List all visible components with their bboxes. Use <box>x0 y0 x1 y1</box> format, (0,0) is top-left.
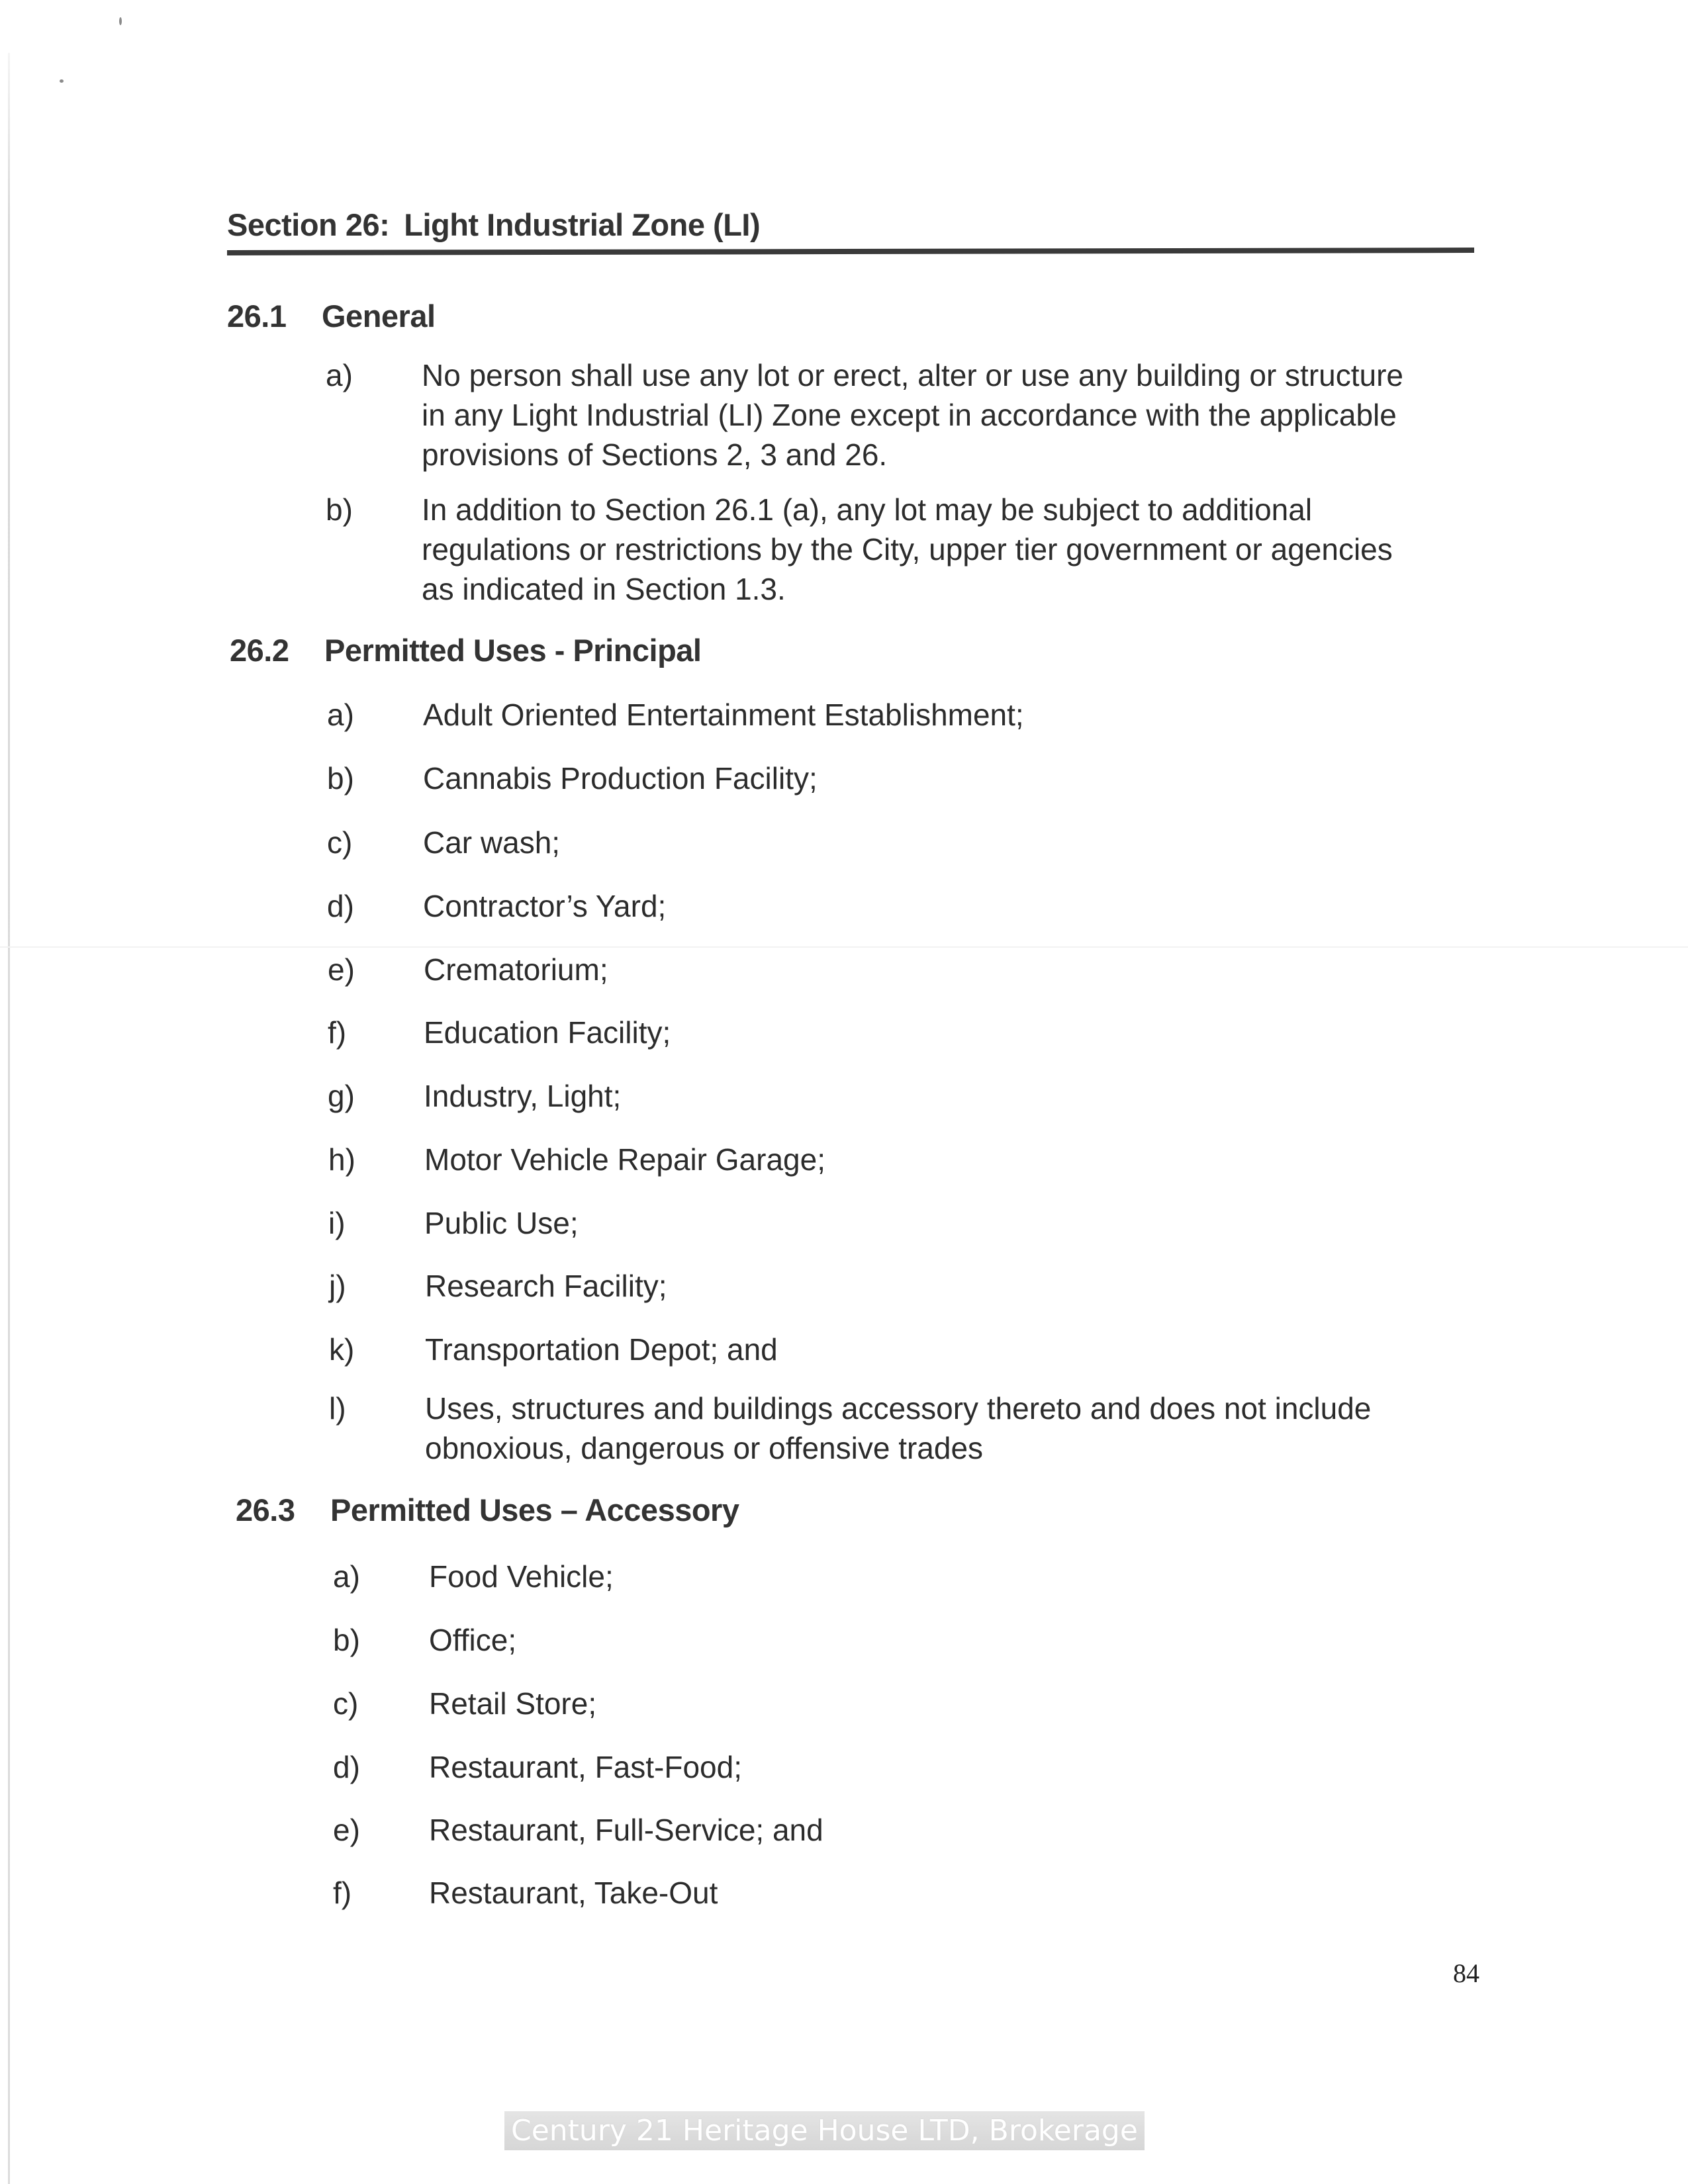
item-text: Research Facility; <box>425 1269 667 1303</box>
item-text-line: provisions of Sections 2, 3 and 26. <box>422 437 888 472</box>
item-label: j) <box>329 1269 346 1303</box>
scan-streak <box>0 946 1688 948</box>
item-text <box>422 355 1454 475</box>
item-text: Education Facility; <box>424 1015 671 1050</box>
section-title: General <box>322 298 436 334</box>
scan-speck <box>60 79 64 83</box>
item-text-line: obnoxious, dangerous or offensive trades <box>425 1431 984 1465</box>
section-number: 26.3 <box>236 1492 295 1527</box>
item-label: i) <box>328 1206 346 1240</box>
item-text-line: regulations or restrictions by the City, upper tier government or agencies <box>422 532 1393 567</box>
item-label: b) <box>327 761 354 796</box>
item-text-line: as indicated in Section 1.3. <box>422 572 786 606</box>
section-heading-26-2 <box>230 632 701 668</box>
section-number: 26.2 <box>230 633 289 668</box>
item-label: b) <box>333 1623 360 1657</box>
item-label: c) <box>333 1686 359 1721</box>
item-label: a) <box>326 358 353 392</box>
title-rule <box>227 248 1474 255</box>
section-title: Permitted Uses - Principal <box>324 633 702 668</box>
section-title: Permitted Uses – Accessory <box>330 1492 739 1527</box>
item-text-line: No person shall use any lot or erect, alter or use any building or structure <box>422 358 1403 392</box>
item-text: Retail Store; <box>429 1686 597 1721</box>
item-text: Motor Vehicle Repair Garage; <box>424 1142 825 1177</box>
section-number: 26.1 <box>227 298 287 334</box>
item-label: b) <box>326 492 353 527</box>
item-text: Car wash; <box>423 825 561 860</box>
item-text: Adult Oriented Entertainment Establishment; <box>423 698 1024 732</box>
item-text: Industry, Light; <box>424 1079 622 1113</box>
item-text-line: In addition to Section 26.1 (a), any lot may be subject to additional <box>422 492 1313 527</box>
item-text: Office; <box>429 1623 517 1657</box>
item-label: e) <box>328 952 355 987</box>
item-text-line: Uses, structures and buildings accessory thereto and does not include <box>425 1391 1372 1426</box>
item-label: e) <box>333 1813 360 1847</box>
item-label: d) <box>327 889 354 923</box>
item-label: a) <box>327 698 354 732</box>
page-title <box>227 206 760 243</box>
watermark: Century 21 Heritage House LTD, Brokerage <box>504 2111 1145 2150</box>
item-text: Restaurant, Fast-Food; <box>429 1750 742 1784</box>
scan-edge <box>8 53 10 2184</box>
item-text: Cannabis Production Facility; <box>423 761 818 796</box>
scan-speck <box>119 17 122 25</box>
item-label: d) <box>333 1750 360 1784</box>
item-label: g) <box>328 1079 355 1113</box>
item-label: a) <box>333 1559 360 1594</box>
page-title-text: Light Industrial Zone (LI) <box>404 207 761 242</box>
item-text: Restaurant, Take-Out <box>429 1876 718 1910</box>
item-text: Restaurant, Full-Service; and <box>429 1813 823 1847</box>
item-label: f) <box>333 1876 352 1910</box>
item-text: Public Use; <box>424 1206 579 1240</box>
section-heading-26-3 <box>236 1492 739 1528</box>
item-label: h) <box>328 1142 355 1177</box>
item-text: Contractor’s Yard; <box>423 889 667 923</box>
item-label: c) <box>327 825 353 860</box>
item-text <box>422 490 1454 609</box>
item-text-line: in any Light Industrial (LI) Zone except in accordance with the applicable <box>422 398 1397 432</box>
item-label: k) <box>329 1332 355 1367</box>
item-text: Food Vehicle; <box>429 1559 614 1594</box>
page-number: 84 <box>1453 1958 1479 1988</box>
item-label: f) <box>328 1015 347 1050</box>
item-text: Transportation Depot; and <box>425 1332 778 1367</box>
section-heading-26-1 <box>227 298 436 334</box>
page-title-number: Section 26: <box>227 207 390 242</box>
item-text <box>425 1388 1458 1468</box>
item-text: Crematorium; <box>424 952 608 987</box>
item-label: l) <box>329 1391 346 1426</box>
